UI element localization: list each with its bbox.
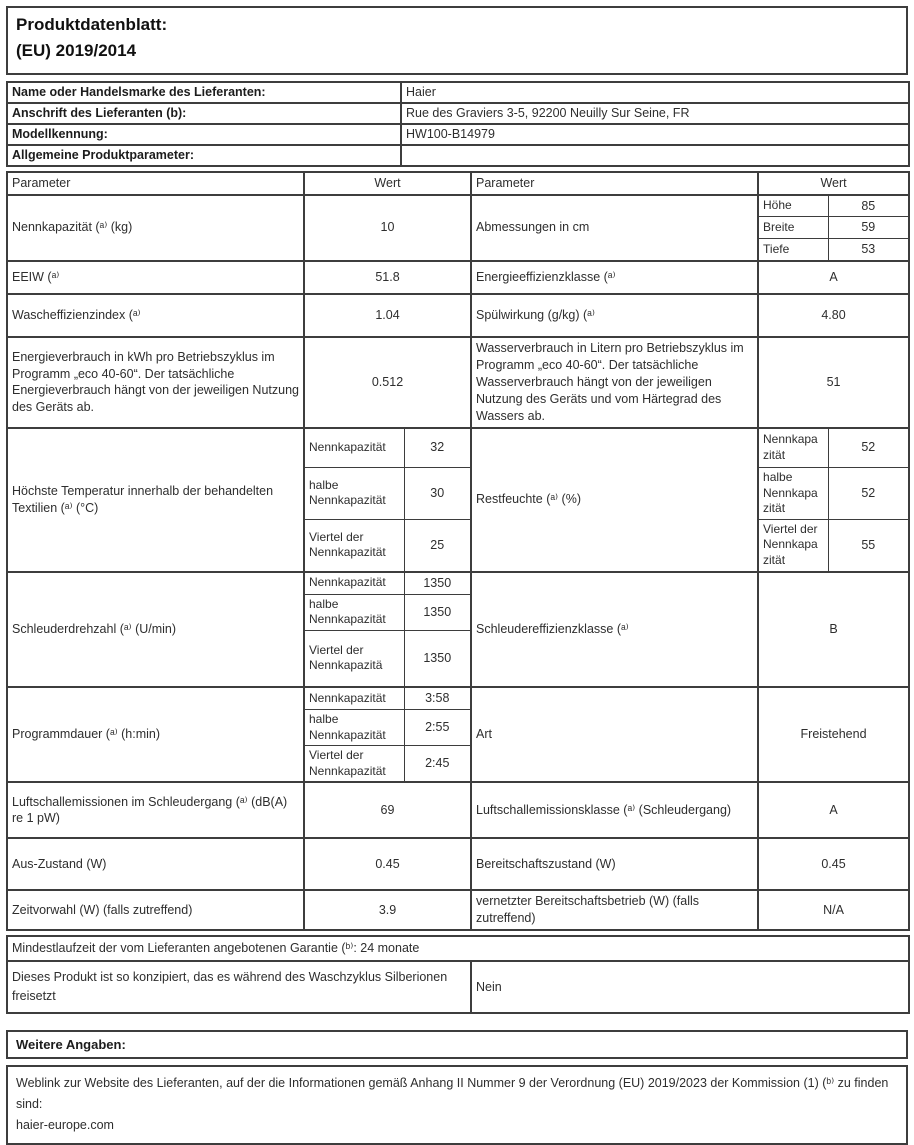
dimensions-label: Abmessungen in cm [471, 195, 758, 262]
general-parameters-value [401, 145, 909, 166]
moisture-quarter-value: 55 [828, 519, 909, 571]
more-info-label: Weitere Angaben: [16, 1036, 126, 1052]
weblink-text: Weblink zur Website des Lieferanten, auf der die Informationen gemäß Anhang II Nummer 9 der Verordnung (EU) 2019/2023 der Kommission (1) (ᵇ⁾ zu finden sind: [16, 1075, 889, 1112]
moisture-half-value: 52 [828, 468, 909, 520]
moisture-nominal-label: Nennkapazität [758, 428, 828, 468]
max-temp-half-value: 30 [404, 468, 471, 520]
delay-start-value: 3.9 [304, 890, 471, 930]
noise-class-value: A [758, 782, 909, 838]
standby-label: Bereitschaftszustand (W) [471, 838, 758, 890]
general-parameters-row [7, 145, 909, 166]
energy-consumption-value: 0.512 [304, 337, 471, 427]
table-header-row [7, 172, 909, 195]
moisture-quarter-label: Viertel der Nennkapazität [758, 519, 828, 571]
wash-index-value: 1.04 [304, 294, 471, 337]
title-box [6, 6, 908, 75]
max-temp-nominal-value: 32 [404, 428, 471, 468]
moisture-label: Restfeuchte (ᵃ⁾ (%) [471, 428, 758, 572]
water-consumption-label: Wasserverbrauch in Litern pro Betriebszyklus im Programm „eco 40-60“. Der tatsächliche Wasserverbrauch hängt von der jeweiligen Nutzung des Geräts und vom Härtegrad des Wassers ab. [471, 337, 758, 427]
guarantee-text: Mindestlaufzeit der vom Lieferanten angebotenen Garantie (ᵇ⁾: 24 monate [7, 936, 909, 961]
general-parameters-label: Allgemeine Produktparameter: [7, 145, 401, 166]
parameters-table [6, 171, 910, 932]
duration-nominal-value: 3:58 [404, 687, 471, 709]
energy-class-label: Energieeffizienzklasse (ᵃ⁾ [471, 261, 758, 294]
supplier-address-value: Rue des Graviers 3-5, 92200 Neuilly Sur Seine, FR [401, 103, 909, 124]
model-id-value: HW100-B14979 [401, 124, 909, 145]
supplier-address-label: Anschrift des Lieferanten (b): [7, 103, 401, 124]
spin-half-value: 1350 [404, 594, 471, 630]
eeiw-value: 51.8 [304, 261, 471, 294]
spin-class-value: B [758, 572, 909, 688]
spin-quarter-value: 1350 [404, 630, 471, 687]
silver-ions-row [7, 961, 909, 1013]
regulation-number: (EU) 2019/2014 [16, 41, 137, 61]
noise-value: 69 [304, 782, 471, 838]
energy-consumption-label: Energieverbrauch in kWh pro Betriebszyklus im Programm „eco 40-60“. Der tatsächliche Energieverbrauch hängt von der jeweiligen Nutzung des Geräts ab. [7, 337, 304, 427]
guarantee-table [6, 935, 910, 1014]
duration-nominal-label: Nennkapazität [304, 687, 404, 709]
dimension-depth-label: Tiefe [758, 239, 828, 261]
max-temp-quarter-label: Viertel der Nennkapazität [304, 519, 404, 571]
noise-class-label: Luftschallemissionsklasse (ᵃ⁾ (Schleudergang) [471, 782, 758, 838]
networked-standby-value: N/A [758, 890, 909, 930]
moisture-half-label: halbe Nennkapazität [758, 468, 828, 520]
delay-start-row [7, 890, 909, 930]
more-info-box [6, 1030, 908, 1059]
max-temp-label: Höchste Temperatur innerhalb der behandelten Textilien (ᵃ⁾ (°C) [7, 428, 304, 572]
rinse-label: Spülwirkung (g/kg) (ᵃ⁾ [471, 294, 758, 337]
wash-index-row [7, 294, 909, 337]
capacity-dimensions-row [7, 195, 909, 217]
eeiw-row [7, 261, 909, 294]
supplier-table [6, 81, 910, 167]
spin-half-label: halbe Nennkapazität [304, 594, 404, 630]
supplier-address-row [7, 103, 909, 124]
dimension-width-value: 59 [828, 217, 909, 239]
off-mode-label: Aus-Zustand (W) [7, 838, 304, 890]
guarantee-row [7, 936, 909, 961]
weblink-box [6, 1065, 908, 1145]
water-consumption-value: 51 [758, 337, 909, 427]
max-temp-quarter-value: 25 [404, 519, 471, 571]
spin-nominal-value: 1350 [404, 572, 471, 594]
noise-label: Luftschallemissionen im Schleudergang (ᵃ⁾ (dB(A) re 1 pW) [7, 782, 304, 838]
duration-row [7, 687, 909, 709]
supplier-name-row [7, 82, 909, 103]
spin-speed-row [7, 572, 909, 594]
networked-standby-label: vernetzter Bereitschaftsbetrieb (W) (falls zutreffend) [471, 890, 758, 930]
delay-start-label: Zeitvorwahl (W) (falls zutreffend) [7, 890, 304, 930]
rinse-value: 4.80 [758, 294, 909, 337]
silver-ions-label: Dieses Produkt ist so konzipiert, das es während des Waschzyklus Silberionen freisetzt [7, 961, 471, 1013]
standby-value: 0.45 [758, 838, 909, 890]
moisture-nominal-value: 52 [828, 428, 909, 468]
spin-nominal-label: Nennkapazität [304, 572, 404, 594]
column-header-parameter-right: Parameter [471, 172, 758, 195]
duration-half-label: halbe Nennkapazität [304, 710, 404, 746]
silver-ions-value: Nein [471, 961, 909, 1013]
model-id-label: Modellkennung: [7, 124, 401, 145]
consumption-row [7, 337, 909, 427]
dimension-height-label: Höhe [758, 195, 828, 217]
off-mode-value: 0.45 [304, 838, 471, 890]
model-id-row [7, 124, 909, 145]
column-header-parameter-left: Parameter [7, 172, 304, 195]
spin-class-label: Schleudereffizienzklasse (ᵃ⁾ [471, 572, 758, 688]
datasheet-title: Produktdatenblatt: [16, 15, 168, 34]
column-header-value-left: Wert [304, 172, 471, 195]
max-temp-nominal-label: Nennkapazität [304, 428, 404, 468]
capacity-label: Nennkapazität (ᵃ⁾ (kg) [7, 195, 304, 262]
wash-index-label: Wascheffizienzindex (ᵃ⁾ [7, 294, 304, 337]
dimension-depth-value: 53 [828, 239, 909, 261]
duration-quarter-label: Viertel der Nennkapazität [304, 746, 404, 783]
max-temp-moisture-row [7, 428, 909, 468]
dimension-height-value: 85 [828, 195, 909, 217]
energy-class-value: A [758, 261, 909, 294]
column-header-value-right: Wert [758, 172, 909, 195]
noise-row [7, 782, 909, 838]
supplier-name-label: Name oder Handelsmarke des Lieferanten: [7, 82, 401, 103]
type-value: Freistehend [758, 687, 909, 782]
duration-quarter-value: 2:45 [404, 746, 471, 783]
spin-quarter-label: Viertel der Nennkapazitä [304, 630, 404, 687]
duration-half-value: 2:55 [404, 710, 471, 746]
type-label: Art [471, 687, 758, 782]
duration-label: Programmdauer (ᵃ⁾ (h:min) [7, 687, 304, 782]
weblink-url: haier-europe.com [16, 1118, 114, 1133]
capacity-value: 10 [304, 195, 471, 262]
off-mode-row [7, 838, 909, 890]
spin-speed-label: Schleuderdrehzahl (ᵃ⁾ (U/min) [7, 572, 304, 688]
dimension-width-label: Breite [758, 217, 828, 239]
supplier-name-value: Haier [401, 82, 909, 103]
eeiw-label: EEIW (ᵃ⁾ [7, 261, 304, 294]
max-temp-half-label: halbe Nennkapazität [304, 468, 404, 520]
